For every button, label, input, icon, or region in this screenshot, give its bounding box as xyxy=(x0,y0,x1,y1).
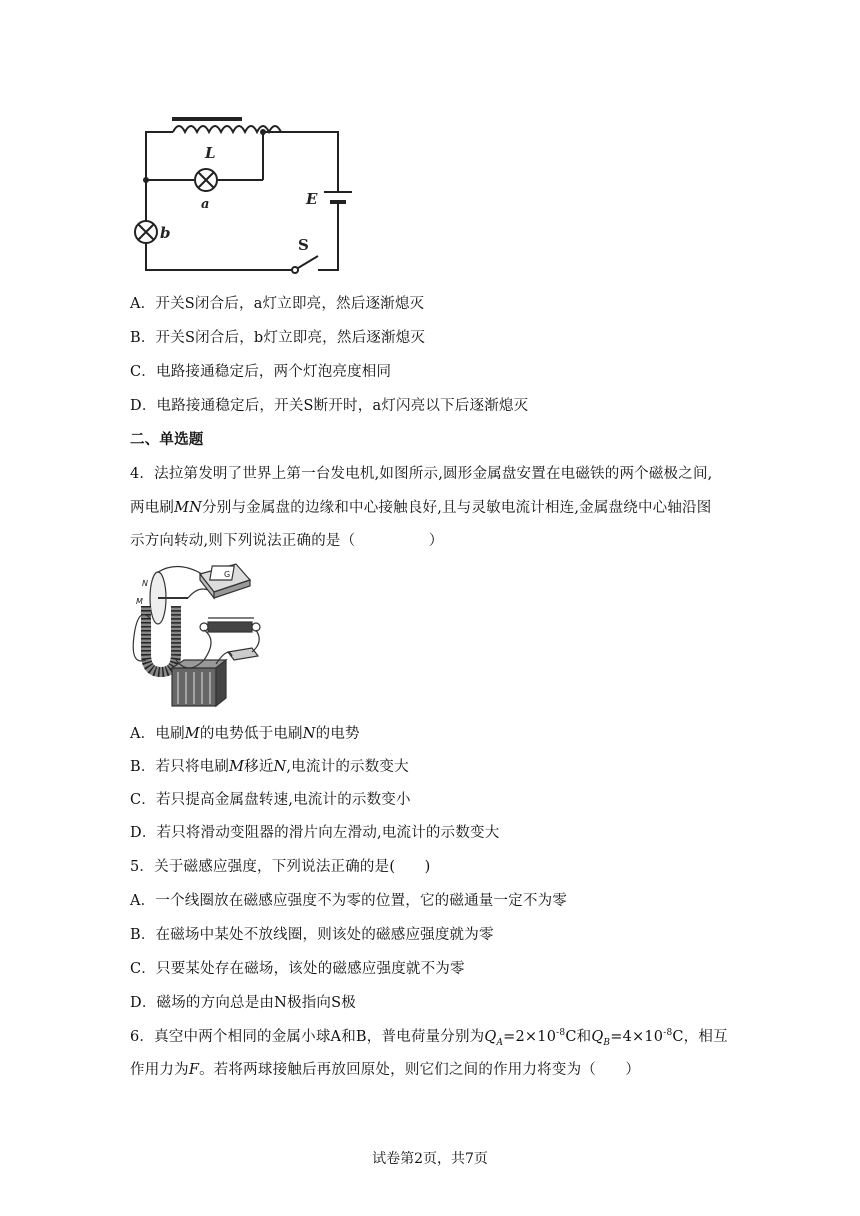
q3-option-c: C．电路接通稳定后，两个灯泡亮度相同 xyxy=(130,364,392,380)
page-footer: 试卷第2页，共7页 xyxy=(372,1151,488,1167)
figure-label-M: M xyxy=(136,597,143,606)
q4-stem-line2: 两电刷MN分别与金属盘的边缘和中心接触良好,且与灵敏电流计相连,金属盘绕中心轴沿图 xyxy=(130,500,712,516)
q5-option-c: C．只要某处存在磁场，该处的磁感应强度就不为零 xyxy=(130,961,465,977)
q4-option-a: A．电刷M的电势低于电刷N的电势 xyxy=(130,726,360,742)
label-a: a xyxy=(201,197,210,212)
q6-stem-line1: 6．真空中两个相同的金属小球A和B，普电荷量分别为$Q_A=2\times 10^{-8}C$和$Q_B=4\times 10^{-8}C$，相互 xyxy=(130,1028,728,1048)
q4-option-b: B．若只将电刷M移近N,电流计的示数变大 xyxy=(130,759,409,775)
q4-stem-line1: 4．法拉第发明了世界上第一台发电机,如图所示,圆形金属盘安置在电磁铁的两个磁极之间, xyxy=(130,466,713,482)
label-S: S xyxy=(298,236,309,254)
q5-option-b: B．在磁场中某处不放线圈，则该处的磁感应强度就为零 xyxy=(130,927,494,943)
q6-stem-line2: 作用力为F。若将两球接触后再放回原处，则它们之间的作用力将变为（ ） xyxy=(130,1062,641,1078)
q5-option-d: D．磁场的方向总是由N极指向S极 xyxy=(130,995,356,1011)
circuit-diagram xyxy=(128,112,368,282)
q4-option-c: C．若只提高金属盘转速,电流计的示数变小 xyxy=(130,792,411,808)
generator-photo-figure xyxy=(128,556,276,710)
q3-option-b: B．开关S闭合后，b灯立即亮，然后逐渐熄灭 xyxy=(130,330,426,346)
q3-option-a: A．开关S闭合后，a灯立即亮，然后逐渐熄灭 xyxy=(130,296,425,312)
label-E: E xyxy=(306,190,318,208)
figure-label-N: N xyxy=(142,579,148,588)
q4-option-d: D．若只将滑动变阻器的滑片向左滑动,电流计的示数变大 xyxy=(130,825,500,841)
q4-stem-line3: 示方向转动,则下列说法正确的是（ ） xyxy=(130,533,444,549)
section-title: 二、单选题 xyxy=(130,431,204,448)
label-L: L xyxy=(205,144,216,162)
q5-stem: 5．关于磁感应强度，下列说法正确的是( ) xyxy=(130,859,431,875)
q3-option-d: D．电路接通稳定后，开关S断开时，a灯闪亮以下后逐渐熄灭 xyxy=(130,398,529,414)
figure-label-G: G xyxy=(224,570,231,579)
q5-option-a: A．一个线圈放在磁感应强度不为零的位置，它的磁通量一定不为零 xyxy=(130,893,567,909)
label-b: b xyxy=(160,224,171,242)
